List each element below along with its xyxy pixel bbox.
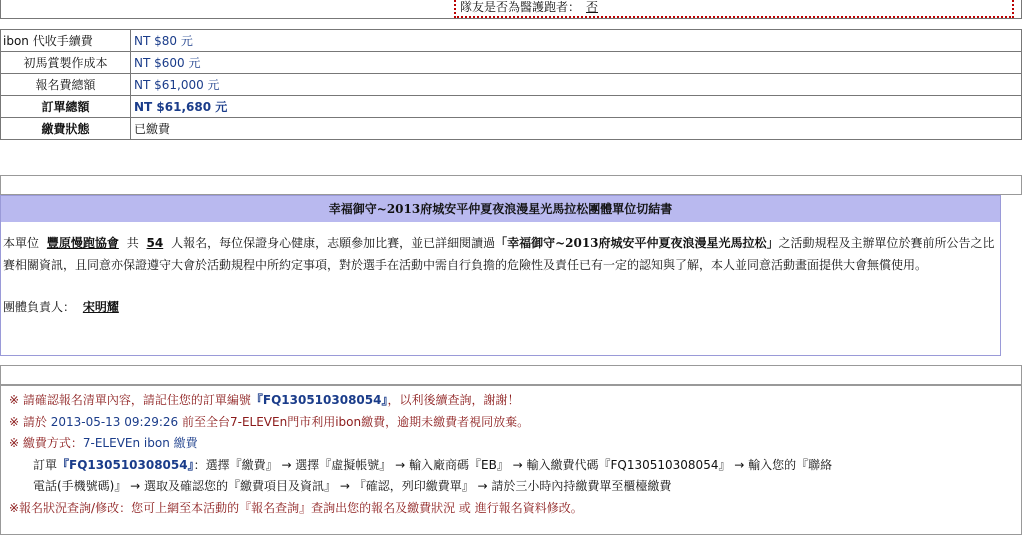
note-line (9, 476, 1021, 498)
leader-label: 團體負責人： (3, 300, 76, 314)
divider-row (0, 175, 1022, 195)
payment-steps: 電話(手機號碼)』 → 選取及確認您的『繳費項目及資訊』 → 『確認，列印繳費單』 → 請於三小時內持繳費單至櫃檯繳費 (33, 479, 672, 493)
medic-runner-field (454, 0, 1014, 18)
table-row (1, 52, 1022, 74)
note-line (9, 412, 1021, 434)
waiver-text-part: 本單位 (3, 236, 40, 250)
note-line (9, 455, 1021, 477)
event-name: 「幸福御守~2013府城安平仲夏夜浪漫星光馬拉松」 (495, 236, 779, 250)
order-number: 『FQ130510308054』 (57, 457, 194, 472)
medic-runner-value: 否 (586, 0, 599, 14)
payment-status-label: 繳費狀態 (1, 118, 131, 140)
fee-value: NT $61,000 元 (131, 74, 1022, 96)
note-text: ※ 請於 (9, 414, 47, 429)
waiver-text-part: 共 (126, 236, 139, 250)
table-row (1, 118, 1022, 140)
table-row (1, 30, 1022, 52)
fee-label: 初馬賞製作成本 (1, 52, 131, 74)
medic-runner-label: 隊友是否為醫護跑者： (460, 0, 581, 14)
fee-value: NT $600 元 (131, 52, 1022, 74)
order-number: 『FQ130510308054』 (250, 393, 388, 407)
query-instructions: ※報名狀況查詢/修改：您可上網至本活動的『報名查詢』查詢出您的報名及繳費狀況 或 進行報名資料修改。 (9, 500, 583, 515)
fee-label: 報名費總額 (1, 74, 131, 96)
table-row (1, 74, 1022, 96)
fee-summary-table (0, 29, 1022, 140)
payment-notes (0, 385, 1022, 535)
waiver-text-part: 之活動規程及主辦單位於賽前所公告之比賽相關資訊，且同意亦保證遵守大會於活動規程中所約定事項，對於選手在活動中需自行負擔的危險性及責任已有一定的認知與了解，本人並同意活動畫面提供大會無償使用。 (3, 236, 995, 272)
note-text: ※ 繳費方式： (9, 436, 83, 450)
payment-method: 7-ELEVEn ibon 繳費 (82, 436, 198, 450)
fee-value: NT $80 元 (131, 30, 1022, 52)
note-text: 訂單 (33, 457, 58, 472)
waiver-text (1, 222, 1000, 318)
payment-status-value: 已繳費 (131, 118, 1022, 140)
divider-row (0, 365, 1022, 385)
leader-name: 宋明耀 (82, 300, 119, 314)
note-line (9, 390, 1021, 412)
leader-signature (3, 296, 996, 318)
fee-label: ibon 代收手續費 (1, 30, 131, 52)
payment-deadline: 2013-05-13 09:29:26 (50, 414, 179, 429)
note-text: ※ 請確認報名清單內容，請記住您的訂單編號 (9, 393, 251, 407)
order-total-value: NT $61,680 元 (131, 96, 1022, 118)
waiver-text-part: 人報名，每位保證身心健康，志願參加比賽，並已詳細閱讀過 (171, 236, 496, 250)
note-text: ，以利後續查詢，謝謝！ (387, 393, 520, 407)
note-text: 前至全台7-ELEVEn門市利用ibon繳費，逾期未繳費者視同放棄。 (181, 414, 530, 429)
waiver-panel (0, 195, 1001, 356)
waiver-title: 幸福御守~2013府城安平仲夏夜浪漫星光馬拉松團體單位切結書 (1, 196, 1000, 222)
registrant-count: 54 (146, 236, 164, 250)
note-line (9, 433, 1021, 455)
unit-name: 豐原慢跑協會 (46, 236, 119, 250)
table-row (1, 96, 1022, 118)
note-line (9, 498, 1021, 520)
order-total-label: 訂單總額 (1, 96, 131, 118)
payment-steps: ：選擇『繳費』 → 選擇『虛擬帳號』 → 輸入廠商碼『EB』 → 輸入繳費代碼『FQ130510308054』 → 輸入您的『聯絡 (193, 457, 833, 472)
